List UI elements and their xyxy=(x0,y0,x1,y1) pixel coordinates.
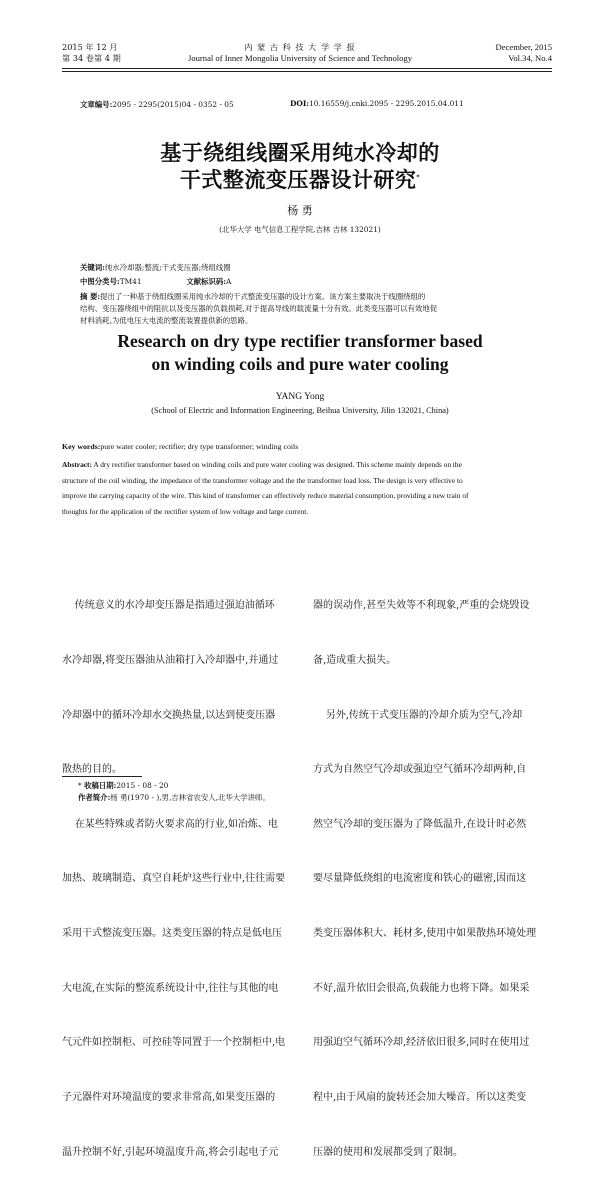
abstract-en-label: Abstract: xyxy=(62,460,92,469)
body-line: 大电流,在实际的整流系统设计中,往往与其他的电 xyxy=(62,982,279,994)
article-number-value: 2095 - 2295(2015)04 - 0352 - 05 xyxy=(112,100,234,109)
body-line: 加热、玻璃制造、真空自耗炉这些行业中,往往需要 xyxy=(62,873,286,885)
footnote xyxy=(78,780,270,804)
body-line: 散热的目的。 xyxy=(62,764,122,776)
body-line: 在某些特殊或者防火要求高的行业,如冶炼、电 xyxy=(62,818,278,830)
keywords-cn-text: 纯水冷却器;整流;干式变压器;绕组线圈 xyxy=(104,263,231,272)
header-rule-top xyxy=(62,68,552,69)
keywords-en-text: pure water cooler; rectifier; dry type transformer; winding coils xyxy=(100,442,299,451)
doc-code-value: A xyxy=(226,277,232,286)
author-cn: 杨 勇 xyxy=(287,204,313,217)
abstract-en-line: Abstract: A dry rectifier transformer based on winding coils and pure water cooling was designed. This scheme mainly depends on the xyxy=(62,460,462,469)
header-volume-en: Vol.34, No.4 xyxy=(508,53,552,63)
title-cn-line2 xyxy=(0,164,600,194)
footnote-rule xyxy=(62,776,142,777)
doi-value: 10.16559/j.cnki.2095 - 2295.2015.04.011 xyxy=(309,99,464,108)
keywords-en-label: Key words: xyxy=(62,442,101,451)
body-line: 压器的使用和发展都受到了限制。 xyxy=(313,1146,463,1158)
body-line: 类变压器体积大、耗材多,使用中如果散热环境处理 xyxy=(313,928,537,940)
title-cn-line1: 基于绕组线圈采用纯水冷却的 xyxy=(160,141,440,165)
footnote-received xyxy=(78,780,270,792)
author-en: YANG Yong xyxy=(275,392,325,402)
header-journal-en: Journal of Inner Mongolia University of Science and Technology xyxy=(187,53,413,63)
body-line: 备,造成重大损失。 xyxy=(313,655,397,667)
clc-value: TM41 xyxy=(119,277,142,286)
body-line: 用强迫空气循环冷却,经济依旧很多,同时在使用过 xyxy=(313,1037,530,1049)
abstract-en-line: improve the carrying capacity of the wire. This kind of transformer can effectively reduce material consumption, providing a new train of xyxy=(62,491,469,500)
abstract-cn-label: 摘 要: xyxy=(80,292,101,301)
classification xyxy=(80,276,540,288)
clc-label: 中图分类号: xyxy=(80,277,120,286)
keywords-cn-label: 关键词: xyxy=(80,263,105,272)
keywords-en xyxy=(62,442,552,451)
article-number-label: 文章编号: xyxy=(80,100,113,109)
header-right xyxy=(496,42,552,64)
body-line: 采用干式整流变压器。这类变压器的特点是低电压 xyxy=(62,928,282,940)
author-bio: 杨 勇(1970 - ),男,吉林省农安人,北华大学讲师。 xyxy=(110,793,270,802)
abstract-en-line: thoughts for the application of the rectifier system of low voltage and large current. xyxy=(62,506,309,516)
title-cn-line2-text: 干式整流变压器设计研究 xyxy=(179,168,417,192)
abstract-en-line: structure of the coil winding, the impedance of the transformer voltage and the the transformer load loss. The design is very effective to xyxy=(62,475,463,485)
author-bio-label: 作者简介: xyxy=(78,793,111,802)
body-line: 然空气冷却的变压器为了降低温升,在设计时必然 xyxy=(313,818,527,830)
body-line: 不好,温升依旧会很高,负载能力也将下降。如果采 xyxy=(313,982,530,994)
received-label: 收稿日期: xyxy=(84,781,117,790)
abstract-cn-line: 材料消耗,为低电压大电流的整流装置提供新的思路。 xyxy=(80,316,253,325)
abstract-cn xyxy=(80,291,540,327)
doi xyxy=(290,99,464,108)
title-en-line2: on winding coils and pure water cooling xyxy=(151,354,449,374)
title-cn-footnote-mark: * xyxy=(416,174,421,181)
received-date: 2015 - 08 - 20 xyxy=(116,781,169,790)
header-journal-cn: 内 蒙 古 科 技 大 学 学 报 xyxy=(244,42,356,52)
article-number xyxy=(80,99,234,110)
keywords-cn xyxy=(80,262,540,274)
affiliation-en: (School of Electric and Information Engineering, Beihua University, Jilin 132021, China) xyxy=(151,406,449,415)
body-line: 传统意义的水冷却变压器是指通过强迫油循环 xyxy=(62,600,275,612)
abstract-en xyxy=(62,457,552,519)
body-column-left xyxy=(62,561,302,1180)
footnote-author xyxy=(78,792,270,804)
body-line: 程中,由于风扇的旋转还会加大噪音。所以这类变 xyxy=(313,1091,527,1103)
affiliation-cn: (北华大学 电气信息工程学院,吉林 吉林 132021) xyxy=(219,225,381,234)
body-line: 器的误动作,甚至失效等不利现象,严重的会烧毁设 xyxy=(313,600,530,612)
body-line: 气元件如控制柜、可控硅等同置于一个控制柜中,电 xyxy=(62,1037,286,1049)
body-line: 冷却器中的循环冷却水交换热量,以达到使变压器 xyxy=(62,709,276,721)
footnote-mark: * xyxy=(78,781,82,790)
body-column-right xyxy=(313,561,553,1180)
abstract-cn-line: 结构、变压器绕组中的阻抗以及变压器的负载损耗,对于提高导线的载流量十分有效。此类变压器可以有效地促 xyxy=(80,304,438,313)
body-line: 温升控制不好,引起环境温度升高,将会引起电子元 xyxy=(62,1146,279,1158)
body-line: 另外,传统干式变压器的冷却介质为空气,冷却 xyxy=(313,709,523,721)
header-volume-cn: 第 34 卷第 4 期 xyxy=(62,53,121,63)
doi-label: DOI: xyxy=(290,99,310,108)
header-rule-bottom xyxy=(62,71,552,72)
doc-code-label: 文献标识码: xyxy=(186,277,226,286)
abstract-cn-line: 摘 要:提出了一种基于绕组线圈采用纯水冷却的干式整流变压器的设计方案。该方案主要取决于线圈绕组的 xyxy=(80,292,426,301)
title-en-line1: Research on dry type rectifier transformer based xyxy=(117,331,483,351)
header-date-cn: 2015 年 12 月 xyxy=(62,42,118,52)
body-line: 要尽量降低绕组的电流密度和铁心的磁密,因而这 xyxy=(313,873,527,885)
body-line: 水冷却器,将变压器油从油箱打入冷却器中,并通过 xyxy=(62,655,279,667)
body-line: 子元器件对环境温度的要求非常高,如果变压器的 xyxy=(62,1091,276,1103)
body-line: 方式为自然空气冷却或强迫空气循环冷却两种,自 xyxy=(313,764,527,776)
header-date-en: December, 2015 xyxy=(495,42,552,52)
